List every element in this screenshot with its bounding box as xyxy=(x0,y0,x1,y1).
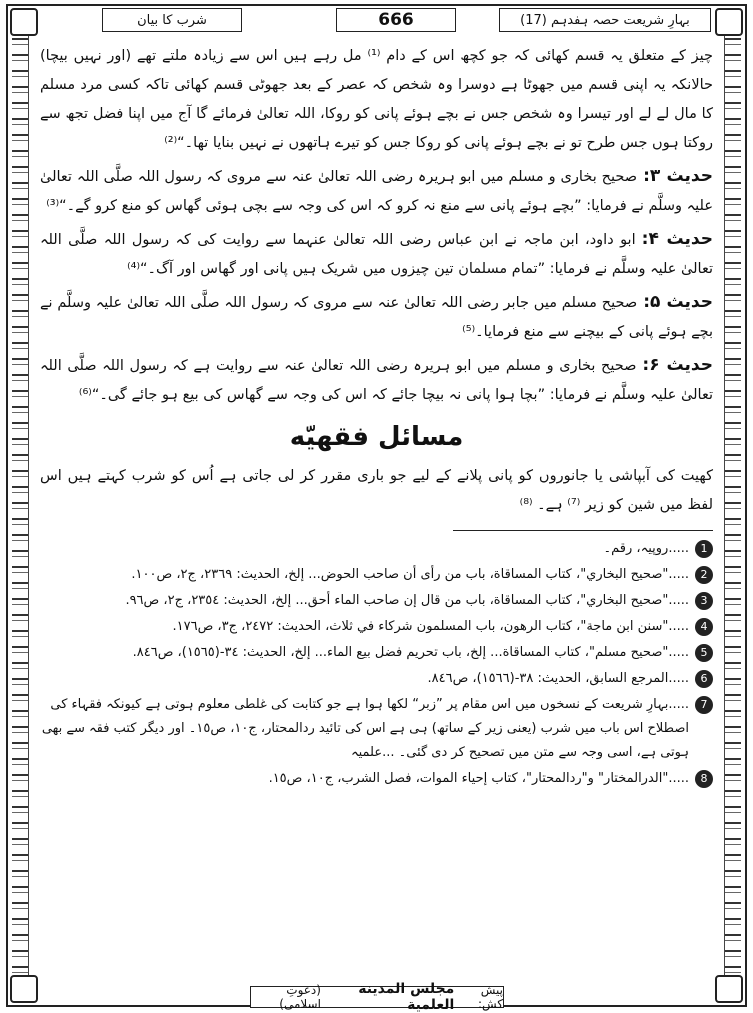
footnote-text: .....بہارِ شریعت کے نسخوں میں اس مقام پر ”زبر“ لکھا ہوا ہے جو کتابت کی غلطی معلوم ہوتی ہے کیونکہ فقہاء کی اصطلاح اس باب میں شرب (یعنی زیر کے ساتھ) ہی ہے اس کی تائید ردالمحتار، ج۱۰، ص۱٥۔ اور دیگر کتب فقہ سے بھی ہوتی ہے، اسی وجہ سے متن میں تصحیح کر دی گئی۔ ...علمیہ xyxy=(41,697,689,760)
corner-ornament xyxy=(10,975,38,1003)
footer-prefix: پیش کش: xyxy=(477,983,503,1011)
intro-paragraph: چیز کے متعلق یہ قسم کھائی کہ جو کچھ اس کے دام ⁽¹⁾ مل رہے ہیں اس سے زیادہ ملتے تھے (اور نہیں بیچا) حالانکہ یہ اپنی قسم میں جھوٹا ہے دوسرا وہ شخص کہ عصر کے بعد جھوٹی قسم کھائی تاکہ کسی مرد مسلم کا مال لے لے اور تیسرا وہ شخص جس نے بچے ہوئے پانی کو روکا، اللہ تعالیٰ فرمائے گا آج میں اپنا فضل تجھ سے روکتا ہوں جس طرح تو نے بچے ہوئے پانی کو روکا جس کو تیرے ہاتھوں نے نہیں بنایا تھا۔“⁽²⁾ xyxy=(40,48,713,151)
footnote xyxy=(40,641,713,665)
footnote-number: 3 xyxy=(695,592,713,610)
footnote xyxy=(40,563,713,587)
footnote-divider xyxy=(453,530,713,531)
footnote xyxy=(40,667,713,691)
footnote xyxy=(40,615,713,639)
footnote-number: 6 xyxy=(695,670,713,688)
page-number: 666 xyxy=(336,8,456,32)
footnote-number: 7 xyxy=(695,696,713,714)
footnote-number: 2 xyxy=(695,566,713,584)
footnote xyxy=(40,589,713,613)
hadith-text: صحیح مسلم میں جابر رضی اللہ تعالیٰ عنہ سے مروی کہ رسول اللہ صلَّی اللہ تعالیٰ علیہ وسلَّم نے بچے ہوئے پانی کے بیچنے سے منع فرمایا۔⁽⁵⁾ xyxy=(40,295,713,340)
hadith-4 xyxy=(40,225,713,284)
left-ornament xyxy=(12,16,28,995)
section-title: مسائل فقهيّه xyxy=(289,422,464,452)
page-header xyxy=(34,8,719,34)
footnote xyxy=(40,767,713,791)
hadith-5 xyxy=(40,288,713,347)
footnote-number: 8 xyxy=(695,770,713,788)
hadith-text: صحیح بخاری و مسلم میں ابو ہریرہ رضی اللہ تعالیٰ عنہ سے مروی کہ رسول اللہ صلَّی اللہ تعالیٰ علیہ وسلَّم نے فرمایا: ”بچے ہوئے پانی سے منع نہ کرو کہ اس کی وجہ سے بچی ہوئی گھاس کو منع کرو گے۔“⁽³⁾ xyxy=(40,169,713,214)
book-title: بہارِ شریعت حصہ ہفدہم (17) xyxy=(499,8,711,32)
footnote-text: ....."سنن ابن ماجة"، كتاب الرهون، باب المسلمون شركاء في ثلاث، الحديث: ۲٤۷۲، ج۳، ص۱۷٦. xyxy=(172,619,689,634)
corner-ornament xyxy=(715,8,743,36)
footnote xyxy=(40,537,713,561)
publisher-footer xyxy=(250,981,504,1013)
hadith-6 xyxy=(40,351,713,410)
footnote-number: 4 xyxy=(695,618,713,636)
hadith-label: حدیث ۴: xyxy=(641,229,713,249)
footnote-number: 5 xyxy=(695,644,713,662)
hadith-label: حدیث ۳: xyxy=(643,166,713,186)
footnote-text: .....روپیہ، رقم۔ xyxy=(603,541,689,556)
hadith-label: حدیث ۶: xyxy=(642,355,714,375)
chapter-title: شرب کا بیان xyxy=(102,8,242,32)
footnote-text: ....."صحيح البخاري"، كتاب المساقاة، باب من رأى أن صاحب الحوض... إلخ، الحديث: ۲۳٦۹، ج۲، ص۱۰۰. xyxy=(131,567,689,582)
footnote-text: .....المرجع السابق، الحديث: ۳۸-(۱٥٦٦)، ص۸٤٦. xyxy=(427,671,689,686)
hadith-label: حدیث ۵: xyxy=(643,292,713,312)
footnote xyxy=(40,693,713,765)
right-ornament xyxy=(725,16,741,995)
footnote-text: ....."الدرالمختار" و"ردالمحتار"، كتاب إحياء الموات، فصل الشرب، ج۱۰، ص۱٥. xyxy=(268,771,689,786)
definition-paragraph: کھیت کی آبپاشی یا جانوروں کو پانی پلانے کے لیے جو باری مقرر کر لی جاتی ہے اُس کو شرب کہتے ہیں اس لفظ میں شین کو زیر ⁽⁷⁾ ہے۔ ⁽⁸⁾ xyxy=(40,468,713,513)
footnote-text: ....."صحيح مسلم"، كتاب المساقاة... إلخ، باب تحريم فضل بيع الماء... إلخ، الحديث: ۳٤-(۱٥٦٥)، ص۸٤٦. xyxy=(132,645,689,660)
publisher-name: مجلس المدينة العلمية xyxy=(358,981,455,1013)
corner-ornament xyxy=(715,975,743,1003)
page-content xyxy=(40,42,713,981)
publisher-note: (دعوتِ اسلامی) xyxy=(279,983,321,1011)
footnote-text: ....."صحيح البخاري"، كتاب المساقاة، باب من قال إن صاحب الماء أحق... إلخ، الحديث: ۲۳٥٤، ج۲، ص۹٦. xyxy=(125,593,689,608)
footnote-number: 1 xyxy=(695,540,713,558)
hadith-text: صحیح بخاری و مسلم میں ابو ہریرہ رضی اللہ تعالیٰ عنہ سے روایت ہے کہ رسول اللہ صلَّی اللہ تعالیٰ علیہ وسلَّم نے فرمایا: ”بچا ہوا پانی نہ بیچا جائے کہ اس کی وجہ سے گھاس کی بیع ہو جائے گی۔“⁽⁶⁾ xyxy=(40,358,713,403)
hadith-3 xyxy=(40,162,713,221)
hadith-text: ابو داود، ابن ماجہ نے ابن عباس رضی اللہ تعالیٰ عنہما سے روایت کی کہ رسول اللہ صلَّی اللہ تعالیٰ علیہ وسلَّم نے فرمایا: ”تمام مسلمان تین چیزوں میں شریک ہیں پانی اور گھاس اور آگ۔“⁽⁴⁾ xyxy=(40,232,713,277)
